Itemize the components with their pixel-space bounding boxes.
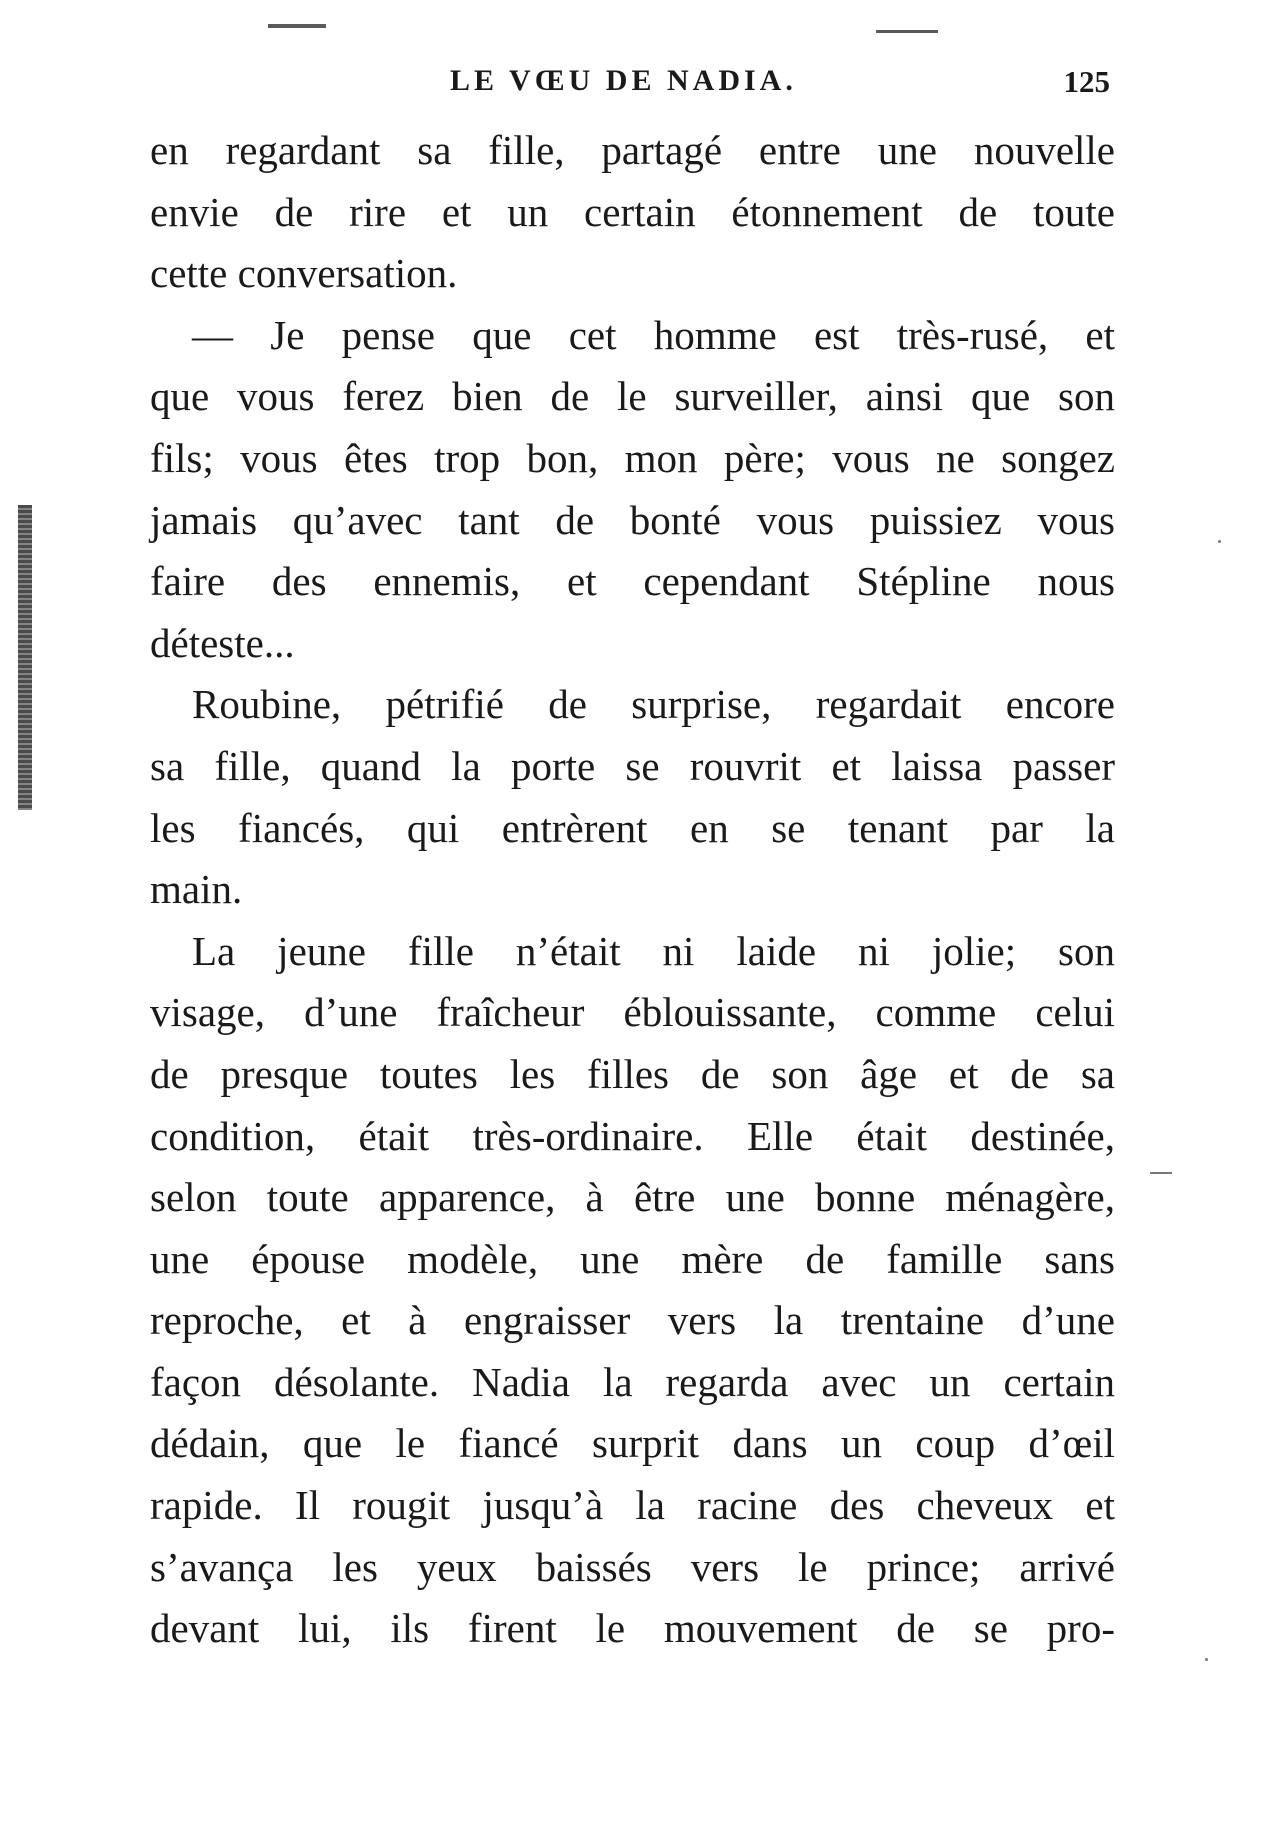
paragraph: [150, 305, 1115, 675]
text-line: une épouse modèle, une mère de famille sans: [150, 1235, 1115, 1282]
text-line: fils; vous êtes trop bon, mon père; vous ne songez: [150, 434, 1115, 481]
text-line: devant lui, ils firent le mouvement de se pro-: [150, 1605, 1115, 1652]
text-line: condition, était très-ordinaire. Elle était destinée,: [150, 1112, 1115, 1159]
text-line: façon désolante. Nadia la regarda avec un certain: [150, 1358, 1115, 1405]
text-line: faire des ennemis, et cependant Stépline nous: [150, 558, 1115, 605]
paragraph: [150, 921, 1115, 1660]
text-line: sa fille, quand la porte se rouvrit et laissa passer: [150, 742, 1115, 789]
scan-speck: [1205, 1658, 1208, 1661]
text-line: cette conversation.: [150, 250, 458, 297]
paragraph: [150, 120, 1115, 305]
scan-mark-top-left: [268, 24, 326, 28]
page-number: 125: [1063, 64, 1110, 99]
scan-edge-shadow: [18, 505, 32, 810]
body-text: [150, 120, 1115, 1660]
text-line: déteste...: [150, 619, 295, 666]
text-line: rapide. Il rougit jusqu’à la racine des cheveux et: [150, 1482, 1115, 1529]
text-line: s’avança les yeux baissés vers le prince; arrivé: [150, 1543, 1115, 1590]
text-line: visage, d’une fraîcheur éblouissante, comme celui: [150, 989, 1115, 1036]
text-line: La jeune fille n’était ni laide ni jolie; son: [192, 927, 1115, 974]
text-line: main.: [150, 866, 243, 913]
text-line: dédain, que le fiancé surprit dans un coup d’œil: [150, 1420, 1115, 1467]
paragraph: [150, 674, 1115, 920]
scan-speck: [1150, 1172, 1172, 1174]
running-head: [150, 64, 1115, 104]
text-line: en regardant sa fille, partagé entre une nouvelle: [150, 127, 1115, 173]
text-line: reproche, et à engraisser vers la trentaine d’une: [150, 1297, 1115, 1344]
text-line: de presque toutes les filles de son âge et de sa: [150, 1050, 1115, 1097]
text-line: — Je pense que cet homme est très-rusé, et: [192, 311, 1115, 358]
text-line: les fiancés, qui entrèrent en se tenant par la: [150, 804, 1115, 851]
scan-speck: [1218, 540, 1221, 543]
text-line: envie de rire et un certain étonnement de toute: [150, 188, 1115, 235]
scan-mark-top-right: [876, 30, 938, 33]
text-line: selon toute apparence, à être une bonne ménagère,: [150, 1174, 1115, 1221]
text-line: que vous ferez bien de le surveiller, ainsi que son: [150, 373, 1115, 420]
running-title: LE VŒU DE NADIA.: [450, 64, 797, 97]
text-line: Roubine, pétrifié de surprise, regardait encore: [192, 681, 1115, 728]
text-line: jamais qu’avec tant de bonté vous puissiez vous: [150, 496, 1115, 543]
